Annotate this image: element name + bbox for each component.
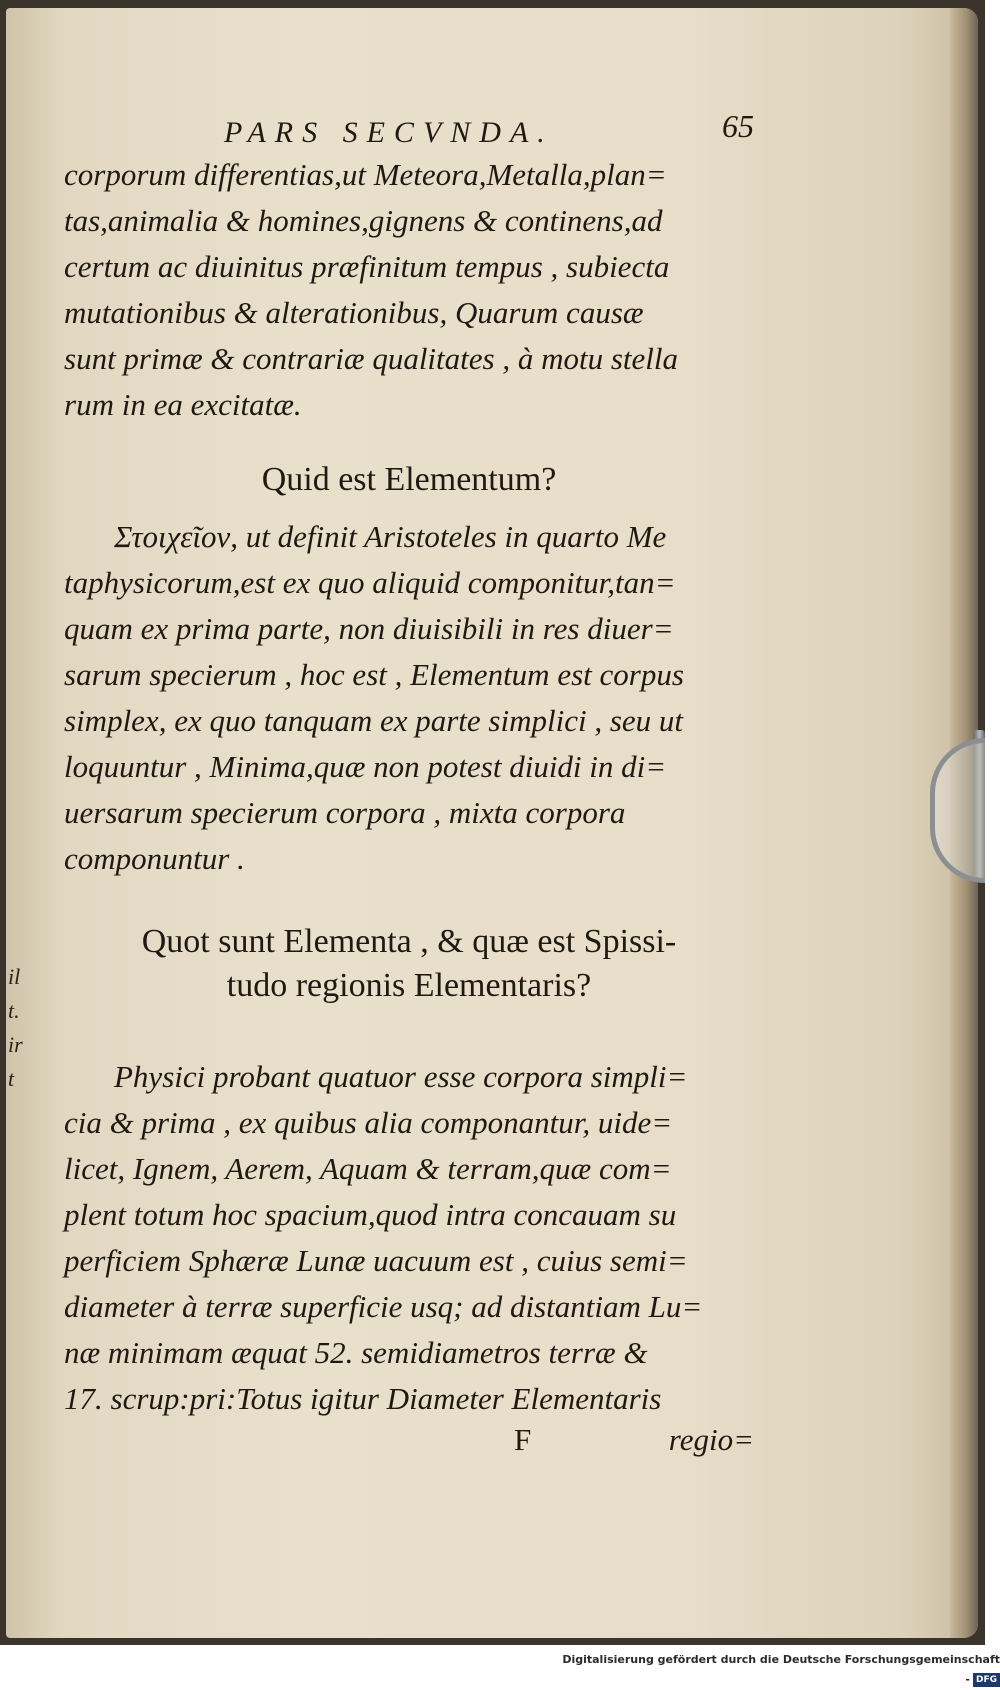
text-line: mutationibus & alterationibus, Quarum causæ [64, 295, 644, 330]
heading-line: Quid est Elementum? [261, 461, 557, 498]
text-line: næ minimam æquat 52. semidiametros terræ & [64, 1335, 648, 1370]
text-line: uersarum specierum corpora , mixta corpora [64, 795, 626, 830]
margin-mark: ir [8, 1032, 23, 1057]
text-line: quam ex prima parte, non diuisibili in res diuer= [64, 611, 674, 646]
text-line: Στοιχεῖον, ut definit Aristoteles in quarto Me [114, 519, 667, 554]
running-head [64, 98, 754, 152]
text-line: taphysicorum,est ex quo aliquid componitur,tan= [64, 565, 676, 600]
text-line: certum ac diuinitus præfinitum tempus , subiecta [64, 249, 670, 284]
page-text [64, 98, 754, 1468]
text-line: sarum specierum , hoc est , Elementum est corpus [64, 657, 684, 692]
text-line: tas,animalia & homines,gignens & continens,ad [64, 203, 663, 238]
text-line: simplex, ex quo tanquam ex parte simplici , seu ut [64, 703, 684, 738]
digitization-footer [560, 1650, 1000, 1686]
text-line: diameter à terræ superficie usq; ad distantiam Lu= [64, 1289, 703, 1324]
text-line: loquuntur , Minima,quæ non potest diuidi in di= [64, 749, 667, 784]
heading-line: tudo regionis Elementaris? [226, 967, 592, 1004]
margin-mark: t [8, 1066, 15, 1091]
text-line: componuntur . [64, 841, 245, 876]
signature-mark: F [514, 1422, 532, 1457]
paragraph-3 [64, 1054, 754, 1422]
running-head-title: PARS SECVNDA. [224, 116, 554, 149]
text-line: cia & prima , ex quibus alia componantur, uide= [64, 1105, 673, 1140]
section-heading-2 [64, 920, 754, 1008]
text-line: 17. scrup:pri:Totus igitur Diameter Elementaris [64, 1381, 662, 1416]
dfg-logo: DFG [973, 1673, 1000, 1687]
paragraph-1 [64, 152, 754, 428]
heading-line: Quot sunt Elementa , & quæ est Spissi- [141, 923, 677, 960]
text-line: licet, Ignem, Aerem, Aquam & terram,quæ com= [64, 1151, 672, 1186]
text-line: corporum differentias,ut Meteora,Metalla,plan= [64, 157, 667, 192]
signature-catchword-row [64, 1422, 754, 1468]
page-number: 65 [722, 108, 754, 144]
margin-mark: t. [8, 998, 20, 1023]
left-margin-marks [8, 960, 30, 1160]
text-line: perficiem Sphæræ Lunæ uacuum est , cuius semi= [64, 1243, 688, 1278]
catchword: regio= [668, 1422, 754, 1457]
text-line: rum in ea excitatæ. [64, 387, 302, 422]
margin-mark: il [8, 964, 21, 989]
text-line: plent totum hoc spacium,quod intra concauam su [64, 1197, 677, 1232]
section-heading-1 [64, 458, 754, 502]
paragraph-2 [64, 514, 754, 882]
text-line: sunt primæ & contrariæ qualitates , à motu stella [64, 341, 679, 376]
footer-text: Digitalisierung gefördert durch die Deutsche Forschungsgemeinschaft - [562, 1653, 1000, 1686]
text-line: Physici probant quatuor esse corpora simpli= [114, 1059, 688, 1094]
